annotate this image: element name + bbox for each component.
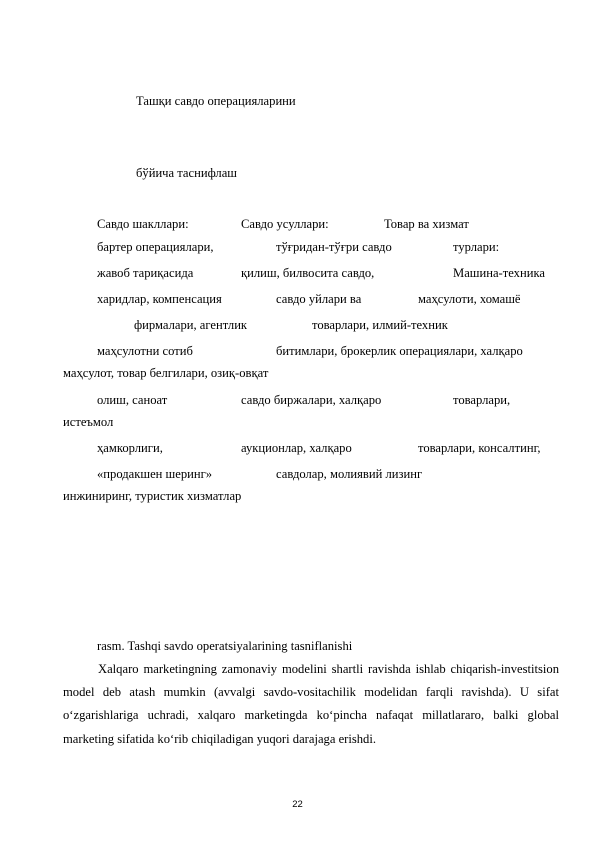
diagram-text: жавоб тариқасида — [97, 266, 194, 280]
diagram-text: битимлари, брокерлик операциялари, халқаро — [276, 344, 523, 358]
diagram-text: ҳамкорлиги, — [97, 441, 163, 455]
diagram-text: олиш, саноат — [97, 393, 168, 407]
diagram-title-line2: бўйича таснифлаш — [136, 166, 237, 180]
diagram-text: Товар ва хизмат — [384, 217, 469, 231]
page-number: 22 — [292, 799, 303, 810]
diagram-text: савдолар, молиявий лизинг — [276, 467, 423, 481]
diagram-text: фирмалари, агентлик — [134, 318, 248, 332]
diagram-text: маҳсулотни сотиб — [97, 344, 193, 358]
diagram-text: турлари: — [453, 240, 500, 254]
diagram-text: маҳсулоти, хомашё — [418, 292, 521, 306]
diagram-text: инжиниринг, туристик хизматлар — [63, 489, 242, 503]
diagram-text: харидлар, компенсация — [97, 292, 222, 306]
diagram-text: қилиш, билвосита савдо, — [241, 266, 375, 280]
diagram-text: Савдо усуллари: — [241, 217, 329, 231]
diagram-text: аукционлар, халқаро — [241, 441, 352, 455]
diagram-text: Савдо шакллари: — [97, 217, 189, 231]
diagram-text: бартер операциялари, — [97, 240, 214, 254]
diagram-text: «продакшен шеринг» — [97, 467, 213, 481]
diagram-text: товарлари, илмий-техник — [312, 318, 448, 332]
diagram-text: савдо биржалари, халқаро — [241, 393, 382, 407]
diagram-text: савдо уйлари ва — [276, 292, 362, 306]
diagram-text: маҳсулот, товар белгилари, озиқ-овқат — [63, 366, 269, 380]
body-paragraph: Xalqaro marketingning zamonaviy modelini shartli ravishda ishlab chiqarish-investitsion model deb atash mumkin (avvalgi savdo-vositachilik modelidan farqli ravishda). U sifat o‘zgarishlariga uchradi, xalqaro marketingda ko‘pincha nafaqat millatlararo, balki global marketing sifatida ko‘rib chiqiladigan yuqori darajaga erishdi. — [63, 662, 559, 746]
diagram-text: товарлари, — [453, 393, 511, 407]
diagram-text: товарлари, консалтинг, — [418, 441, 541, 455]
figure-caption: rasm. Tashqi savdo operatsiyalarining tasniflanishi — [97, 639, 353, 653]
diagram-title-line1: Ташқи савдо операцияларини — [136, 94, 296, 108]
diagram-text: истеъмол — [63, 415, 114, 429]
diagram-text: тўғридан-тўғри савдо — [276, 240, 392, 254]
diagram-text: Машина-техника — [453, 266, 545, 280]
